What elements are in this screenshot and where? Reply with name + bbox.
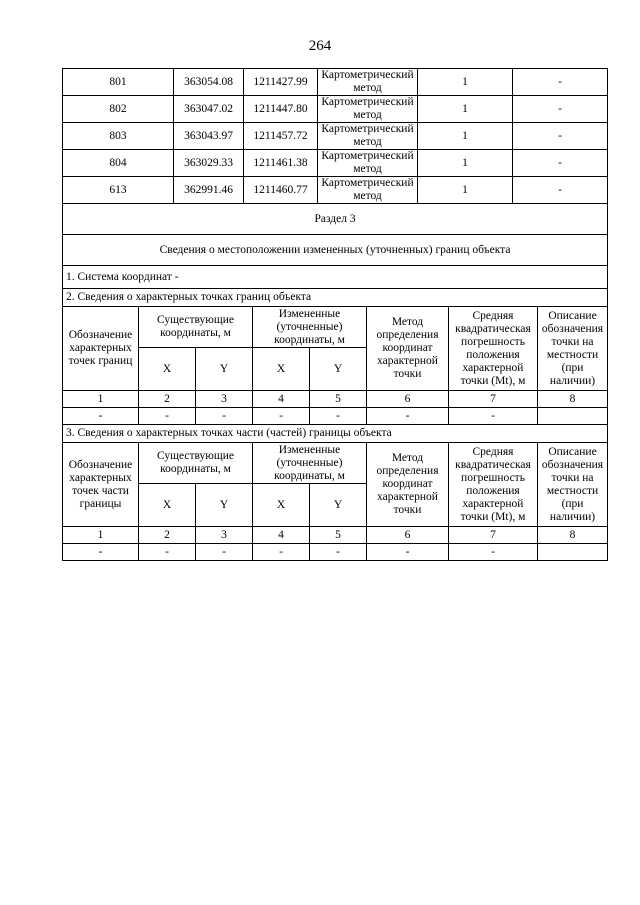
table-row xyxy=(63,544,608,561)
col-number: 7 xyxy=(449,391,538,408)
method-cell: Картометрический метод xyxy=(321,123,414,148)
point-number-cell: 801 xyxy=(63,69,174,96)
empty-cell: - xyxy=(63,408,139,425)
point-number-cell: 804 xyxy=(63,150,174,177)
method-header: Метод определения координат характерной точки xyxy=(367,307,449,391)
col-number: 7 xyxy=(449,527,538,544)
col-number: 4 xyxy=(253,527,310,544)
empty-cell: - xyxy=(449,408,538,425)
coordinate-system: 1. Система координат - xyxy=(63,266,608,289)
x-cell: 363029.33 xyxy=(174,150,244,177)
mt-cell: 1 xyxy=(418,69,513,96)
table-row xyxy=(63,408,608,425)
method-cell: Картометрический метод xyxy=(321,177,414,202)
coordinates-table xyxy=(62,68,608,204)
mt-cell: 1 xyxy=(418,150,513,177)
point-number-cell: 802 xyxy=(63,96,174,123)
empty-cell: - xyxy=(449,544,538,561)
y-cell: 1211427.99 xyxy=(244,69,318,96)
part-2-title: 2. Сведения о характерных точках границ объекта xyxy=(63,289,608,307)
y-header: Y xyxy=(196,348,253,391)
x-cell: 363047.02 xyxy=(174,96,244,123)
empty-cell: - xyxy=(139,544,196,561)
mt-cell: 1 xyxy=(418,96,513,123)
column-numbers-row xyxy=(63,391,608,408)
method-cell: Картометрический метод xyxy=(321,96,414,121)
method-cell: Картометрический метод xyxy=(321,150,414,175)
point-number-cell: 613 xyxy=(63,177,174,204)
method-cell: Картометрический метод xyxy=(321,69,414,94)
col-number: 6 xyxy=(367,391,449,408)
table-row xyxy=(63,96,608,123)
col-number: 2 xyxy=(139,527,196,544)
section-3-table xyxy=(62,203,608,561)
empty-cell: - xyxy=(367,544,449,561)
description-cell: - xyxy=(513,150,608,177)
page-number: 264 xyxy=(308,38,332,54)
table-row xyxy=(63,177,608,204)
x-header: X xyxy=(253,484,310,527)
method-header: Метод определения координат характерной точки xyxy=(367,443,449,527)
mse-header: Средняя квадратическая погрешность положения характерной точки (Mt), м xyxy=(449,443,538,527)
empty-cell: - xyxy=(63,544,139,561)
existing-coords-header: Существующие координаты, м xyxy=(139,307,253,348)
empty-cell: - xyxy=(310,408,367,425)
x-header: X xyxy=(139,348,196,391)
designation-header: Обозначение характерных точек части границы xyxy=(63,443,139,527)
col-number: 2 xyxy=(139,391,196,408)
description-cell: - xyxy=(513,69,608,96)
x-cell: 363043.97 xyxy=(174,123,244,150)
empty-cell: - xyxy=(253,408,310,425)
description-header: Описание обозначения точки на местности (при наличии) xyxy=(538,443,608,527)
col-number: 1 xyxy=(63,527,139,544)
col-number: 3 xyxy=(196,391,253,408)
existing-coords-header: Существующие координаты, м xyxy=(139,443,253,484)
designation-header: Обозначение характерных точек границ xyxy=(63,307,139,391)
y-header: Y xyxy=(196,484,253,527)
description-cell: - xyxy=(513,123,608,150)
mt-cell: 1 xyxy=(418,177,513,204)
empty-cell: - xyxy=(196,544,253,561)
mse-header: Средняя квадратическая погрешность положения характерной точки (Mt), м xyxy=(449,307,538,391)
y-cell: 1211460.77 xyxy=(244,177,318,204)
x-header: X xyxy=(253,348,310,391)
empty-cell: - xyxy=(310,544,367,561)
empty-cell: - xyxy=(253,544,310,561)
mt-cell: 1 xyxy=(418,123,513,150)
col-number: 8 xyxy=(538,391,608,408)
x-cell: 362991.46 xyxy=(174,177,244,204)
empty-cell xyxy=(538,408,608,425)
y-cell: 1211447.80 xyxy=(244,96,318,123)
table-row xyxy=(63,150,608,177)
empty-cell: - xyxy=(139,408,196,425)
point-number-cell: 803 xyxy=(63,123,174,150)
y-cell: 1211461.38 xyxy=(244,150,318,177)
section-title: Раздел 3 xyxy=(63,204,608,235)
table-row xyxy=(63,123,608,150)
changed-coords-header: Измененные (уточненные) координаты, м xyxy=(253,443,367,484)
x-header: X xyxy=(139,484,196,527)
col-number: 5 xyxy=(310,391,367,408)
col-number: 1 xyxy=(63,391,139,408)
table-row xyxy=(63,69,608,96)
col-number: 8 xyxy=(538,527,608,544)
y-header: Y xyxy=(310,484,367,527)
section-subtitle: Сведения о местоположении измененных (уточненных) границ объекта xyxy=(63,235,608,266)
col-number: 6 xyxy=(367,527,449,544)
changed-coords-header: Измененные (уточненные) координаты, м xyxy=(253,307,367,348)
col-number: 3 xyxy=(196,527,253,544)
empty-cell: - xyxy=(196,408,253,425)
description-header: Описание обозначения точки на местности (при наличии) xyxy=(538,307,608,391)
description-cell: - xyxy=(513,96,608,123)
column-numbers-row xyxy=(63,527,608,544)
y-header: Y xyxy=(310,348,367,391)
part-3-title: 3. Сведения о характерных точках части (частей) границы объекта xyxy=(63,425,608,443)
y-cell: 1211457.72 xyxy=(244,123,318,150)
empty-cell: - xyxy=(367,408,449,425)
col-number: 5 xyxy=(310,527,367,544)
col-number: 4 xyxy=(253,391,310,408)
x-cell: 363054.08 xyxy=(174,69,244,96)
empty-cell xyxy=(538,544,608,561)
description-cell: - xyxy=(513,177,608,204)
